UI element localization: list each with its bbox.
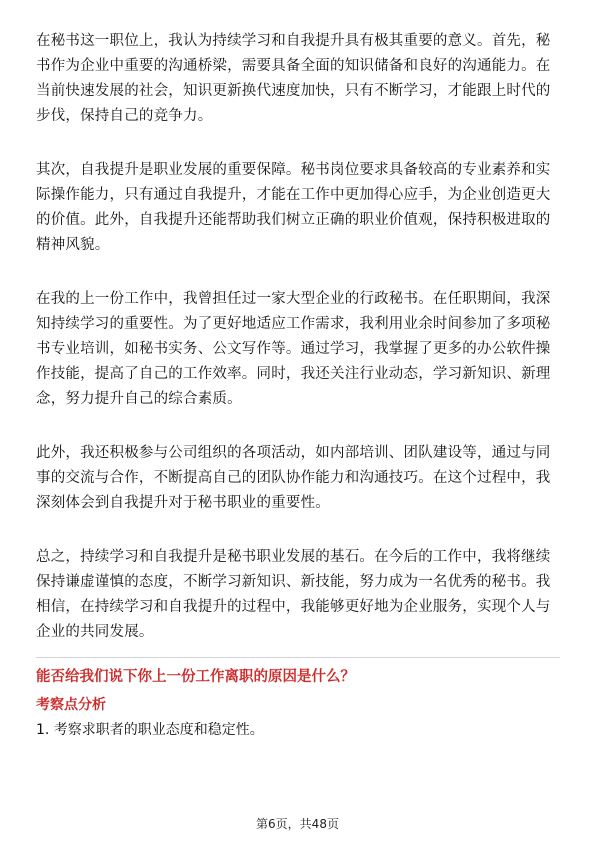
body-paragraph: 总之，持续学习和自我提升是秘书职业发展的基石。在今后的工作中，我将继续保持谦虚谨慎的态度，不断学习新知识、新技能，努力成为一名优秀的秘书。我相信，在持续学习和自我提升的过程中，我能够更好地为企业服务，实现个人与企业的共同发展。 (36, 549, 551, 640)
page-content (36, 29, 560, 741)
analysis-list-item: 1. 考察求职者的职业态度和稳定性。 (36, 722, 264, 738)
section-divider (36, 657, 560, 658)
body-paragraph: 在我的上一份工作中，我曾担任过一家大型企业的行政秘书。在任职期间，我深知持续学习的重要性。为了更好地适应工作需求，我利用业余时间参加了多项秘书专业培训，如秘书实务、公文写作等。通过学习，我掌握了更多的办公软件操作技能，提高了自己的工作效率。同时，我还关注行业动态，学习新知识、新理念，努力提升自己的综合素质。 (36, 291, 551, 407)
body-paragraph: 在秘书这一职位上，我认为持续学习和自我提升具有极其重要的意义。首先，秘书作为企业中重要的沟通桥梁，需要具备全面的知识储备和良好的沟通能力。在当前快速发展的社会，知识更新换代速度加快，只有不断学习，才能跟上时代的步伐，保持自己的竞争力。 (36, 33, 551, 124)
body-paragraph: 其次，自我提升是职业发展的重要保障。秘书岗位要求具备较高的专业素养和实际操作能力，只有通过自我提升，才能在工作中更加得心应手，为企业创造更大的价值。此外，自我提升还能帮助我们树立正确的职业价值观，保持积极进取的精神风貌。 (36, 162, 551, 253)
page-number-footer: 第6页，共48页 (256, 817, 339, 831)
interview-question: 能否给我们说下你上一份工作离职的原因是什么？ (36, 669, 355, 685)
body-paragraph: 此外，我还积极参与公司组织的各项活动，如内部培训、团队建设等，通过与同事的交流与合作，不断提高自己的团队协作能力和沟通技巧。在这个过程中，我深刻体会到自我提升对于秘书职业的重要性。 (36, 445, 551, 511)
analysis-heading: 考察点分析 (36, 697, 106, 713)
